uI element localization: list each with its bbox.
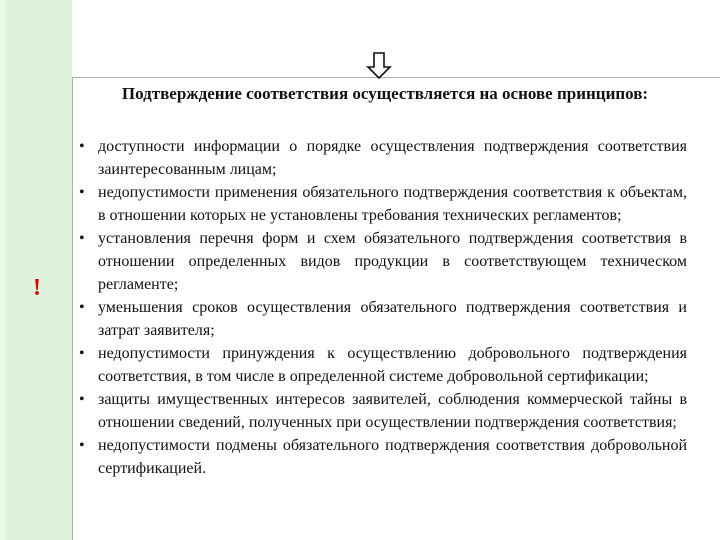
list-item-text: доступности информации о порядке осуществления подтверждения соответствия заинтересованным лицам; [98,138,687,178]
list-item-text: защиты имущественных интересов заявителей, соблюдения коммерческой тайны в отношении сведений, полученных при осуществлении подтверждения соответствия; [98,391,687,431]
slide-title: Подтверждение соответствия осуществляется на основе принципов: [121,84,649,103]
list-item [75,181,687,227]
bullet-icon: • [79,437,85,454]
list-item-text: недопустимости применения обязательного подтверждения соответствия к объектам, в отношении которых не установлены требования технических регламентов; [98,184,687,224]
bullet-icon: • [79,345,85,362]
list-item [75,296,687,342]
bullet-icon: • [79,299,85,316]
bullet-icon: • [79,391,85,408]
list-item-text: недопустимости подмены обязательного подтверждения соответствия добровольной сертификацией. [98,437,687,477]
list-item-text: недопустимости принуждения к осуществлению добровольного подтверждения соответствия, в том числе в определенной системе добровольной сертификации; [98,345,687,385]
bullet-icon: • [79,138,85,155]
list-item [75,135,687,181]
bullet-icon: • [79,184,85,201]
list-item [75,434,687,480]
left-decor-edge [0,0,5,540]
list-item [75,227,687,296]
principles-list [75,135,687,480]
list-item [75,342,687,388]
list-item-text: уменьшения сроков осуществления обязательного подтверждения соответствия и затрат заявителя; [98,299,687,339]
list-item [75,388,687,434]
left-decor-band [0,0,72,540]
bullet-icon: • [79,230,85,247]
exclamation-marker: ! [33,275,41,301]
list-item-text: установления перечня форм и схем обязательного подтверждения соответствия в отношении определенных видов продукции в соответствующем техническом регламенте; [98,230,687,293]
down-arrow-icon [366,52,392,80]
